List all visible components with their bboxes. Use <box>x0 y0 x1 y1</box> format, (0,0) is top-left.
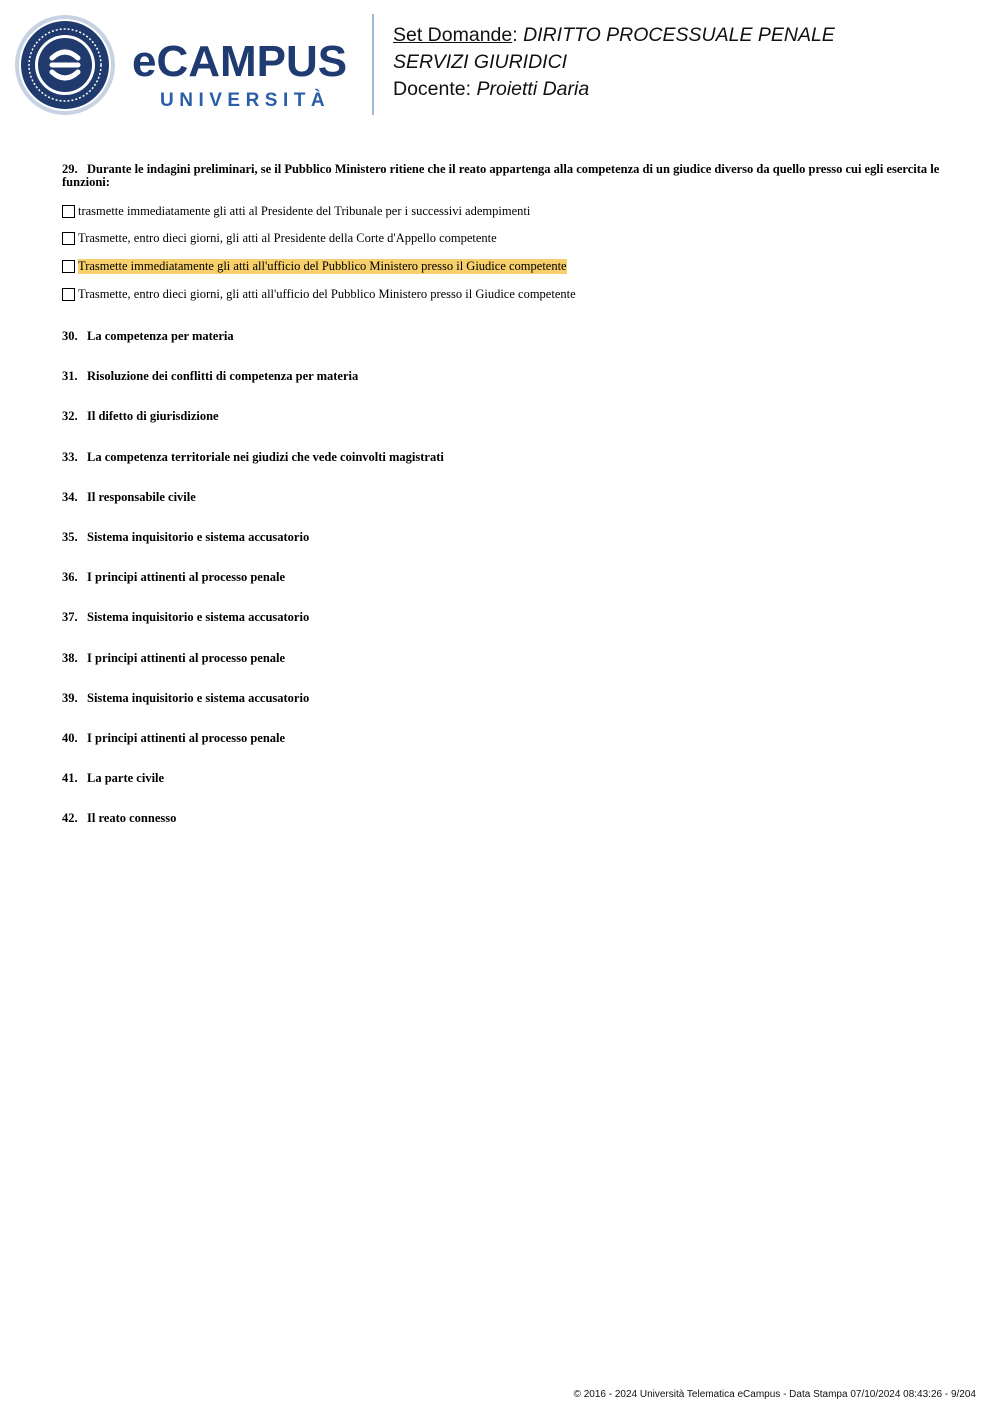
list-item <box>62 449 444 489</box>
question-text: Risoluzione dei conflitti di competenza per materia <box>87 369 359 384</box>
list-item <box>62 810 444 850</box>
question-number: 36. <box>62 570 78 585</box>
question-29-text <box>62 163 942 189</box>
question-number: 38. <box>62 650 78 665</box>
checkbox[interactable] <box>62 260 75 273</box>
question-number: 39. <box>62 690 78 705</box>
question-number: 37. <box>62 610 78 625</box>
question-number: 30. <box>62 329 78 343</box>
question-text: Il reato connesso <box>87 811 177 826</box>
list-item <box>62 650 444 690</box>
question-number: 35. <box>62 529 78 544</box>
question-number: 29. <box>62 162 78 176</box>
question-text: Sistema inquisitorio e sistema accusatorio <box>87 690 310 705</box>
page-footer: © 2016 - 2024 Università Telematica eCampus - Data Stampa 07/10/2024 08:43:26 - 9/204 <box>573 1389 976 1400</box>
question-number: 41. <box>62 771 78 786</box>
set-info: Set Domande: DIRITTO PROCESSUALE PENALE SERVIZI GIURIDICI Docente: Proietti Daria <box>393 24 835 100</box>
list-item <box>62 368 444 408</box>
logo-sub-text: UNIVERSITÀ <box>160 90 331 111</box>
answer-option[interactable] <box>62 286 942 302</box>
question-number: 32. <box>62 409 78 424</box>
question-text: Il difetto di giurisdizione <box>87 409 219 424</box>
question-number: 40. <box>62 730 78 745</box>
question-29 <box>62 163 942 314</box>
question-text: Durante le indagini preliminari, se il Pubblico Ministero ritiene che il reato appartenga alla competenza di un giudice diverso da quello presso cui egli esercita le funzioni: <box>62 162 940 189</box>
answer-option-highlighted[interactable] <box>62 258 942 274</box>
page-header <box>0 0 1000 130</box>
question-number: 34. <box>62 489 78 504</box>
answer-option[interactable] <box>62 231 942 247</box>
question-text: La competenza territoriale nei giudizi che vede coinvolti magistrati <box>87 449 444 464</box>
question-number: 33. <box>62 449 78 464</box>
teacher-name: Proietti Daria <box>476 78 590 100</box>
course-subtitle: SERVIZI GIURIDICI <box>393 51 568 73</box>
list-item <box>62 569 444 609</box>
ecampus-logo <box>132 37 348 112</box>
answer-options <box>62 203 942 302</box>
question-text: Sistema inquisitorio e sistema accusatorio <box>87 610 310 625</box>
list-item <box>62 770 444 810</box>
checkbox[interactable] <box>62 232 75 245</box>
question-text: I principi attinenti al processo penale <box>87 570 286 585</box>
list-item <box>62 609 444 649</box>
checkbox[interactable] <box>62 205 75 218</box>
teacher-label: Docente: <box>393 78 472 100</box>
question-text: I principi attinenti al processo penale <box>87 650 286 665</box>
question-text: Il responsabile civile <box>87 489 196 504</box>
option-label: Trasmette immediatamente gli atti all'ufficio del Pubblico Ministero presso il Giudice competente <box>78 258 567 273</box>
course-title: DIRITTO PROCESSUALE PENALE <box>523 24 835 46</box>
option-label: trasmette immediatamente gli atti al Presidente del Tribunale per i successivi adempimenti <box>78 203 531 218</box>
question-number: 31. <box>62 369 78 384</box>
question-number: 42. <box>62 811 78 826</box>
list-item <box>62 690 444 730</box>
checkbox[interactable] <box>62 288 75 301</box>
list-item <box>62 730 444 770</box>
option-label: Trasmette, entro dieci giorni, gli atti all'ufficio del Pubblico Ministero presso il Giudice competente <box>78 286 576 301</box>
question-list <box>62 328 444 850</box>
question-text: La parte civile <box>87 771 165 786</box>
logo-main-text: eCAMPUS <box>132 37 348 86</box>
ecampus-seal-icon <box>14 14 116 116</box>
answer-option[interactable] <box>62 203 942 219</box>
option-label: Trasmette, entro dieci giorni, gli atti al Presidente della Corte d'Appello competente <box>78 231 497 246</box>
list-item <box>62 408 444 448</box>
question-text: I principi attinenti al processo penale <box>87 730 286 745</box>
question-text: Sistema inquisitorio e sistema accusatorio <box>87 529 310 544</box>
list-item <box>62 328 444 368</box>
list-item <box>62 529 444 569</box>
list-item <box>62 489 444 529</box>
question-text: La competenza per materia <box>87 329 234 343</box>
header-divider <box>372 14 374 115</box>
set-label: Set Domande <box>393 24 513 46</box>
